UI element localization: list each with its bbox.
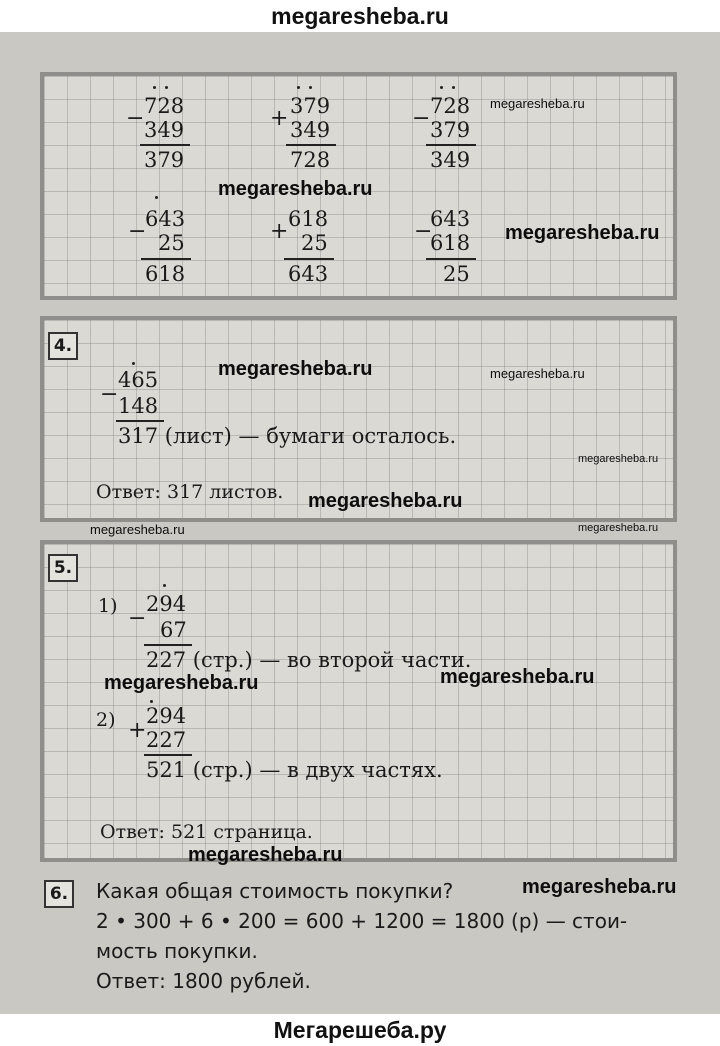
minuend: 465 xyxy=(118,368,159,392)
addend: 379 xyxy=(290,94,331,118)
watermark: megaresheba.ru xyxy=(490,366,585,381)
minus-sign: − xyxy=(414,219,433,244)
minuend: 294 xyxy=(146,592,187,616)
watermark: megaresheba.ru xyxy=(440,666,595,688)
addend: 618 xyxy=(288,207,329,231)
result-text: 227 (стр.) — во второй части. xyxy=(146,648,472,672)
result-line xyxy=(284,258,334,260)
result-text: 317 (лист) — бумаги осталось. xyxy=(118,424,457,448)
watermark: megaresheba.ru xyxy=(218,178,373,200)
answer-text: Ответ: 1800 рублей. xyxy=(96,969,311,993)
header-site-name: megaresheba.ru xyxy=(271,3,449,29)
minus-sign: − xyxy=(412,106,431,131)
result-line xyxy=(426,258,476,260)
subtrahend: 25 xyxy=(158,231,185,255)
watermark: megaresheba.ru xyxy=(490,96,585,111)
minus-sign: − xyxy=(128,606,147,631)
question-text: Какая общая стоимость покупки? xyxy=(96,879,454,903)
borrow-dot xyxy=(163,584,166,587)
watermark: megaresheba.ru xyxy=(104,672,259,694)
subtrahend: 349 xyxy=(144,118,185,142)
carry-dot xyxy=(297,86,300,89)
result-line xyxy=(140,144,190,146)
watermark: megaresheba.ru xyxy=(90,522,185,537)
carry-dot xyxy=(309,86,312,89)
watermark: megaresheba.ru xyxy=(578,453,659,465)
result-line xyxy=(141,258,191,260)
difference: 379 xyxy=(144,148,185,172)
minuend: 643 xyxy=(145,207,186,231)
sum: 643 xyxy=(288,262,329,286)
minuend: 728 xyxy=(144,94,185,118)
difference: 349 xyxy=(430,148,471,172)
minus-sign: − xyxy=(100,382,119,407)
solution-line: 2 • 300 + 6 • 200 = 600 + 1200 = 1800 (р) — стои- xyxy=(96,909,628,933)
minus-sign: − xyxy=(126,106,145,131)
addend: 294 xyxy=(146,704,187,728)
borrow-dot xyxy=(165,86,168,89)
task-number: 5. xyxy=(48,554,78,582)
carry-dot xyxy=(150,700,153,703)
watermark: megaresheba.ru xyxy=(522,876,677,898)
footer-site-name: Мегарешеба.ру xyxy=(273,1017,447,1043)
watermark: megaresheba.ru xyxy=(218,358,373,380)
site-header xyxy=(0,0,720,32)
solution-line: мость покупки. xyxy=(96,939,258,963)
difference: 618 xyxy=(145,262,186,286)
step-label: 2) xyxy=(96,709,116,731)
watermark: megaresheba.ru xyxy=(505,222,660,244)
plus-sign: + xyxy=(128,718,147,743)
watermark: megaresheba.ru xyxy=(308,490,463,512)
result-line xyxy=(116,420,164,422)
task-number: 6. xyxy=(44,880,74,908)
subtrahend: 379 xyxy=(430,118,471,142)
site-footer xyxy=(0,1014,720,1046)
subtrahend: 618 xyxy=(430,231,471,255)
subtrahend: 148 xyxy=(118,394,159,418)
sum: 728 xyxy=(290,148,331,172)
minuend: 643 xyxy=(430,207,471,231)
borrow-dot xyxy=(452,86,455,89)
task-5-block xyxy=(40,540,677,862)
addend: 227 xyxy=(146,728,187,752)
subtrahend: 67 xyxy=(160,618,187,642)
result-line xyxy=(286,144,336,146)
step-label: 1) xyxy=(98,595,118,617)
answer-text: Ответ: 521 страница. xyxy=(100,821,313,843)
watermark: megaresheba.ru xyxy=(188,844,343,866)
borrow-dot xyxy=(153,86,156,89)
plus-sign: + xyxy=(270,219,289,244)
answer-text: Ответ: 317 листов. xyxy=(96,481,284,503)
task-number: 4. xyxy=(48,332,78,360)
addend: 349 xyxy=(290,118,331,142)
plus-sign: + xyxy=(270,106,289,131)
borrow-dot xyxy=(440,86,443,89)
watermark: megaresheba.ru xyxy=(578,522,659,534)
addend: 25 xyxy=(301,231,328,255)
result-line xyxy=(144,644,192,646)
result-line xyxy=(426,144,476,146)
textbook-page xyxy=(0,32,720,1014)
borrow-dot xyxy=(155,196,158,199)
minuend: 728 xyxy=(430,94,471,118)
difference: 25 xyxy=(443,262,470,286)
result-line xyxy=(144,754,192,756)
minus-sign: − xyxy=(128,219,147,244)
result-text: 521 (стр.) — в двух частях. xyxy=(146,758,443,782)
borrow-dot xyxy=(132,362,135,365)
